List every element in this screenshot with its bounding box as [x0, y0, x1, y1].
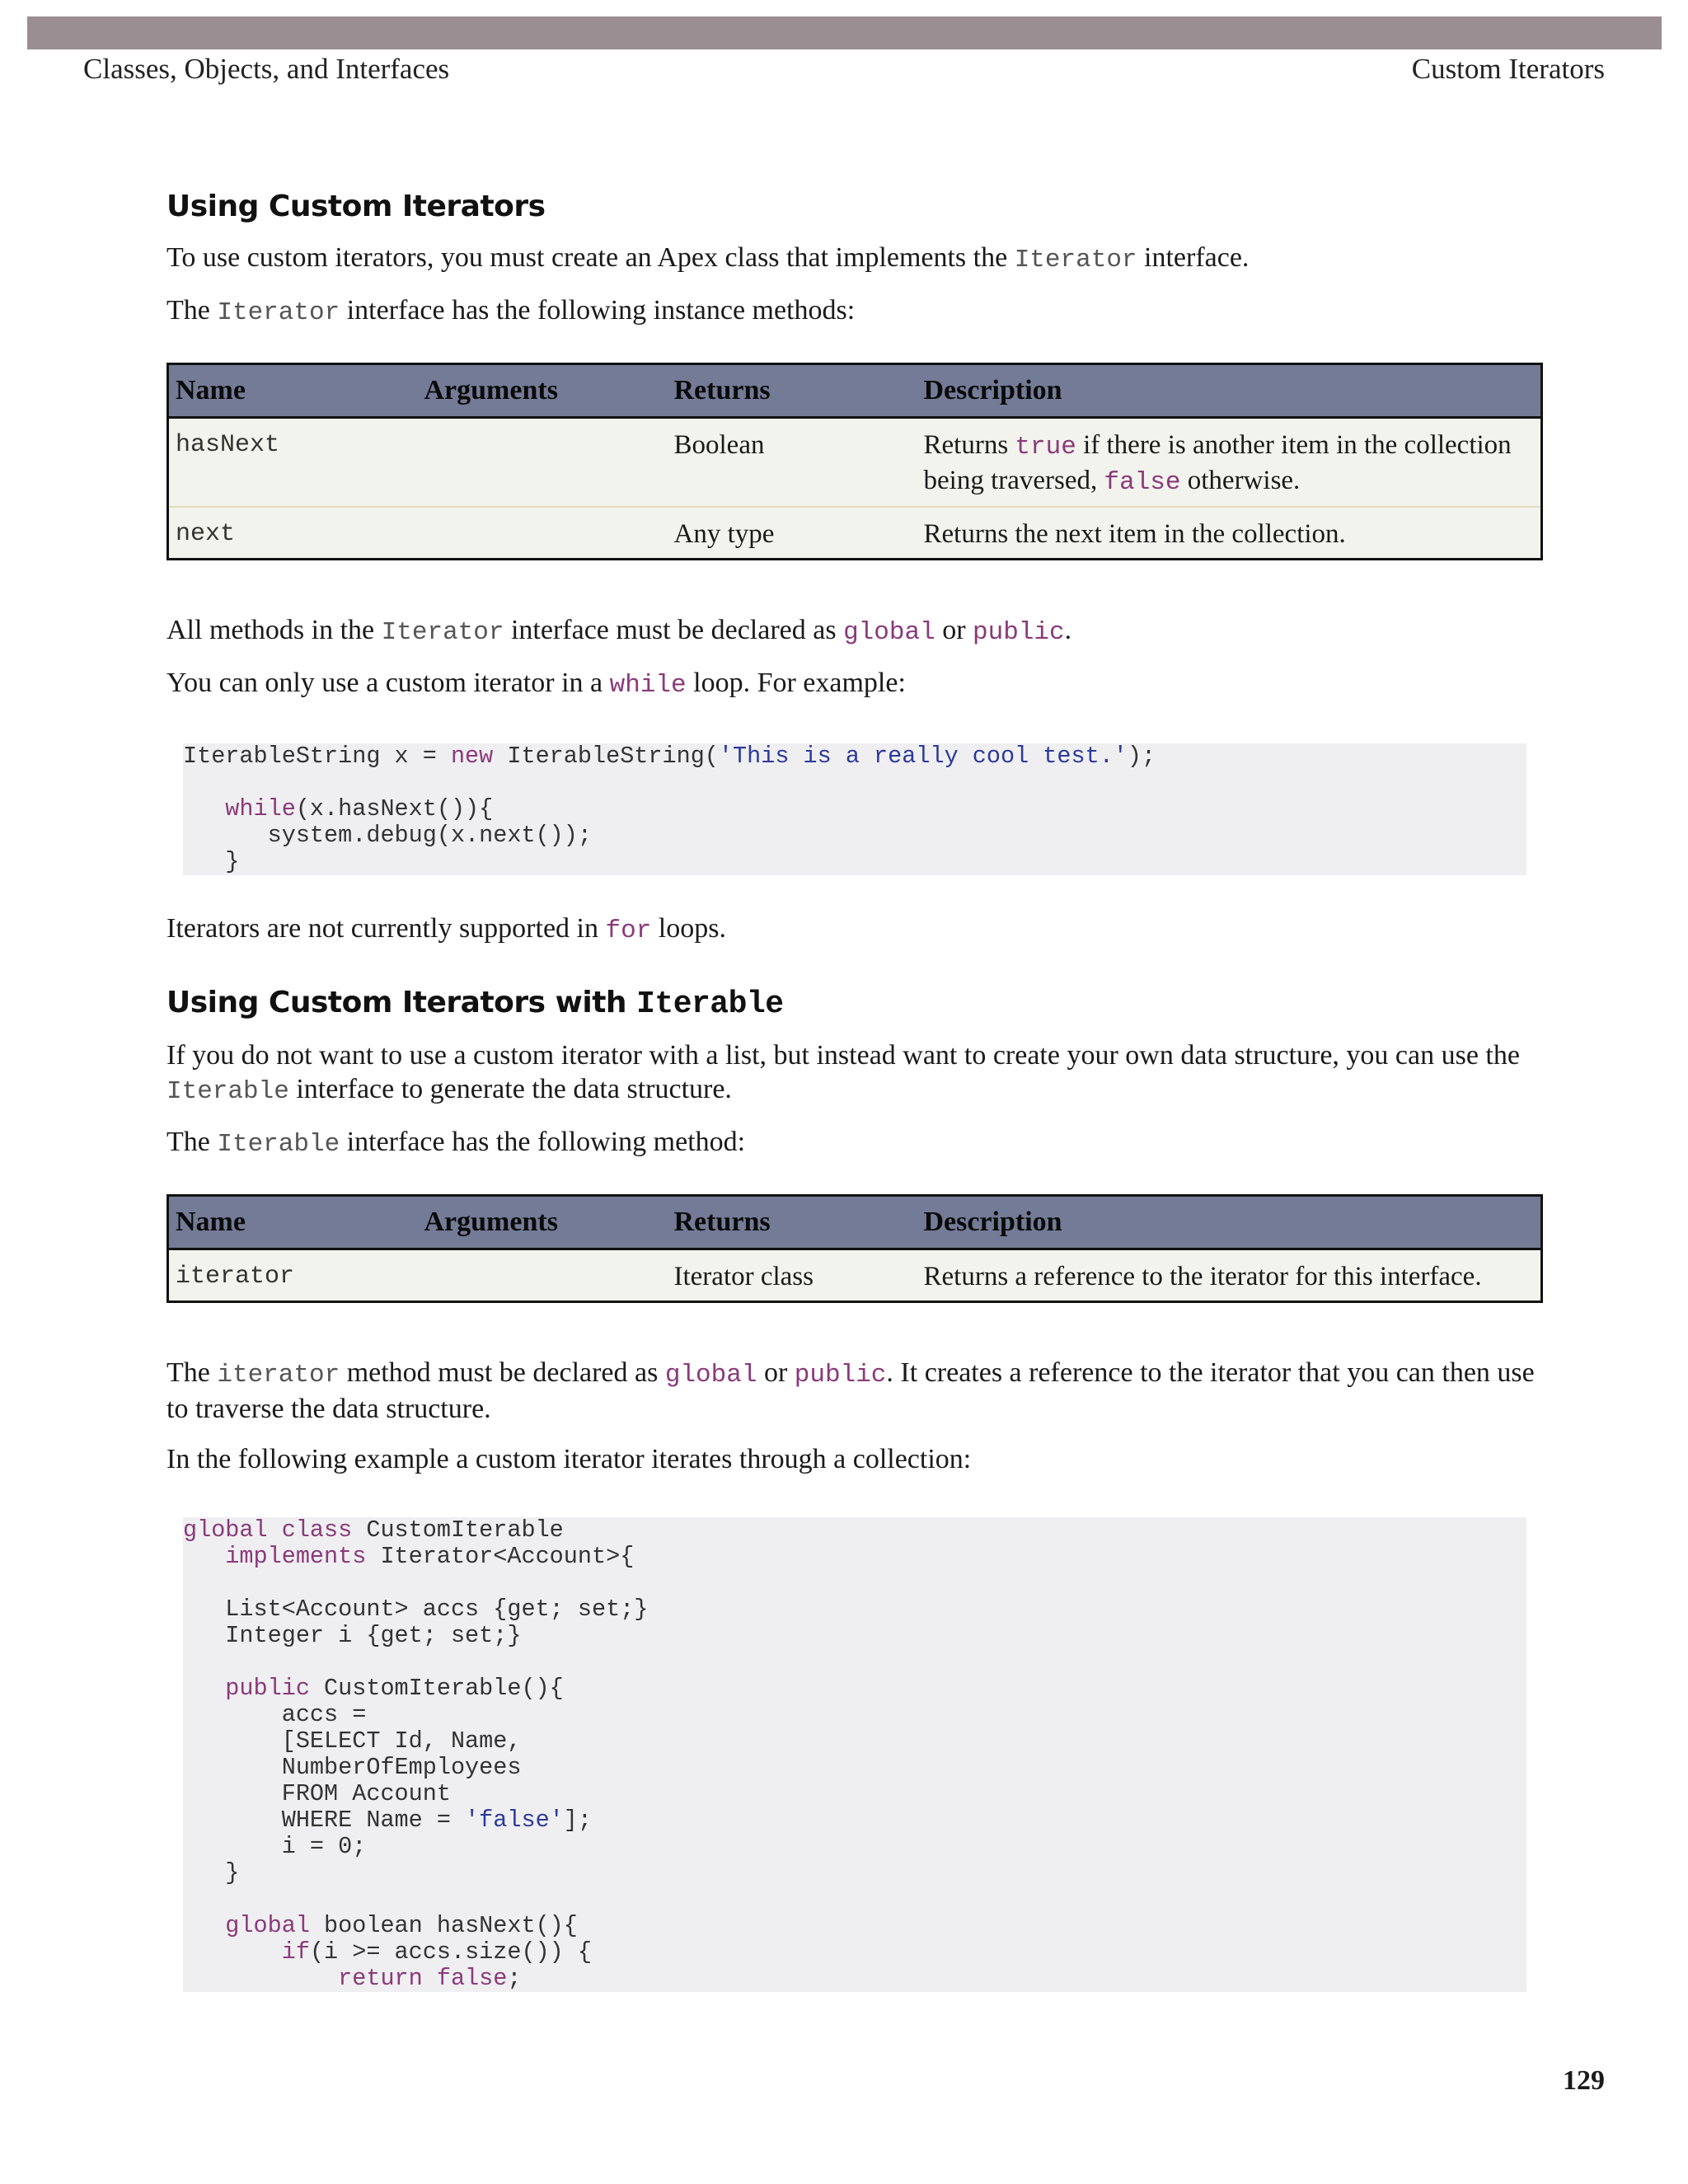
while-loop-note: You can only use a custom iterator in a while loop. For example:	[166, 668, 906, 700]
page-number: 129	[1563, 2065, 1605, 2096]
table-header-row	[168, 364, 1542, 418]
method-returns-cell: Iterator class	[668, 1249, 917, 1302]
code-example-while-loop: IterableString x = new IterableString('This is a really cool test.'); while(x.hasNext()){ system.debug(x.next()); }	[183, 743, 1526, 875]
iterator-methods-table	[166, 363, 1543, 560]
table-row	[168, 1249, 1542, 1302]
column-header-arguments: Arguments	[418, 364, 668, 418]
page-content	[166, 188, 1543, 2028]
column-header-name: Name	[168, 364, 418, 418]
iterator-declaration-note: The iterator method must be declared as global or public. It creates a reference to the iterator that you can then use to traverse the data structure.	[166, 1357, 1535, 1424]
running-header-left: Classes, Objects, and Interfaces	[83, 53, 450, 85]
table-header-row	[168, 1196, 1542, 1249]
method-name-cell: iterator	[168, 1249, 418, 1302]
method-arguments-cell	[418, 1249, 668, 1302]
method-name-cell: next	[168, 507, 418, 560]
section-heading-iterable: Using Custom Iterators with Iterable	[166, 986, 784, 1022]
table-row	[168, 507, 1542, 560]
column-header-arguments: Arguments	[418, 1196, 668, 1249]
method-description-cell: Returns the next item in the collection.	[917, 507, 1542, 560]
method-arguments-cell	[418, 418, 668, 508]
method-arguments-cell	[418, 507, 668, 560]
method-description-cell: Returns true if there is another item in the collection being traversed, false otherwise.	[917, 418, 1542, 508]
iterable-methods-table	[166, 1194, 1543, 1303]
declaration-note: All methods in the Iterator interface must be declared as global or public.	[166, 615, 1072, 647]
top-color-bar	[27, 16, 1662, 49]
table-row	[168, 418, 1542, 508]
method-returns-cell: Boolean	[668, 418, 917, 508]
column-header-returns: Returns	[668, 1196, 917, 1249]
iterable-method-intro: The Iterable interface has the following method:	[166, 1127, 746, 1159]
column-header-description: Description	[917, 364, 1542, 418]
section-heading-custom-iterators: Using Custom Iterators	[166, 190, 546, 223]
iterable-intro-paragraph: If you do not want to use a custom iterator with a list, but instead want to create your own data structure, you can use the Iterable interface to generate the data structure.	[166, 1040, 1520, 1106]
method-returns-cell: Any type	[668, 507, 917, 560]
running-header-right: Custom Iterators	[1411, 53, 1605, 85]
code-example-custom-iterable: global class CustomIterable implements Iterator<Account>{ List<Account> accs {get; set;} Integer i {get; set;} public CustomIterable(){ accs = [SELECT Id, Name, NumberOfEmployees FROM Account WHERE Name = 'false']; i = 0; } global boolean hasNext(){ if(i >= accs.size()) { return false;	[183, 1517, 1526, 1992]
methods-intro-paragraph: The Iterator interface has the following instance methods:	[166, 295, 856, 327]
for-loop-note: Iterators are not currently supported in for loops.	[166, 913, 726, 945]
method-name-cell: hasNext	[168, 418, 418, 508]
column-header-description: Description	[917, 1196, 1542, 1249]
example-intro: In the following example a custom iterator iterates through a collection:	[166, 1444, 972, 1474]
intro-paragraph: To use custom iterators, you must create an Apex class that implements the Iterator interface.	[166, 242, 1250, 274]
column-header-name: Name	[168, 1196, 418, 1249]
column-header-returns: Returns	[668, 364, 917, 418]
method-description-cell: Returns a reference to the iterator for this interface.	[917, 1249, 1542, 1302]
